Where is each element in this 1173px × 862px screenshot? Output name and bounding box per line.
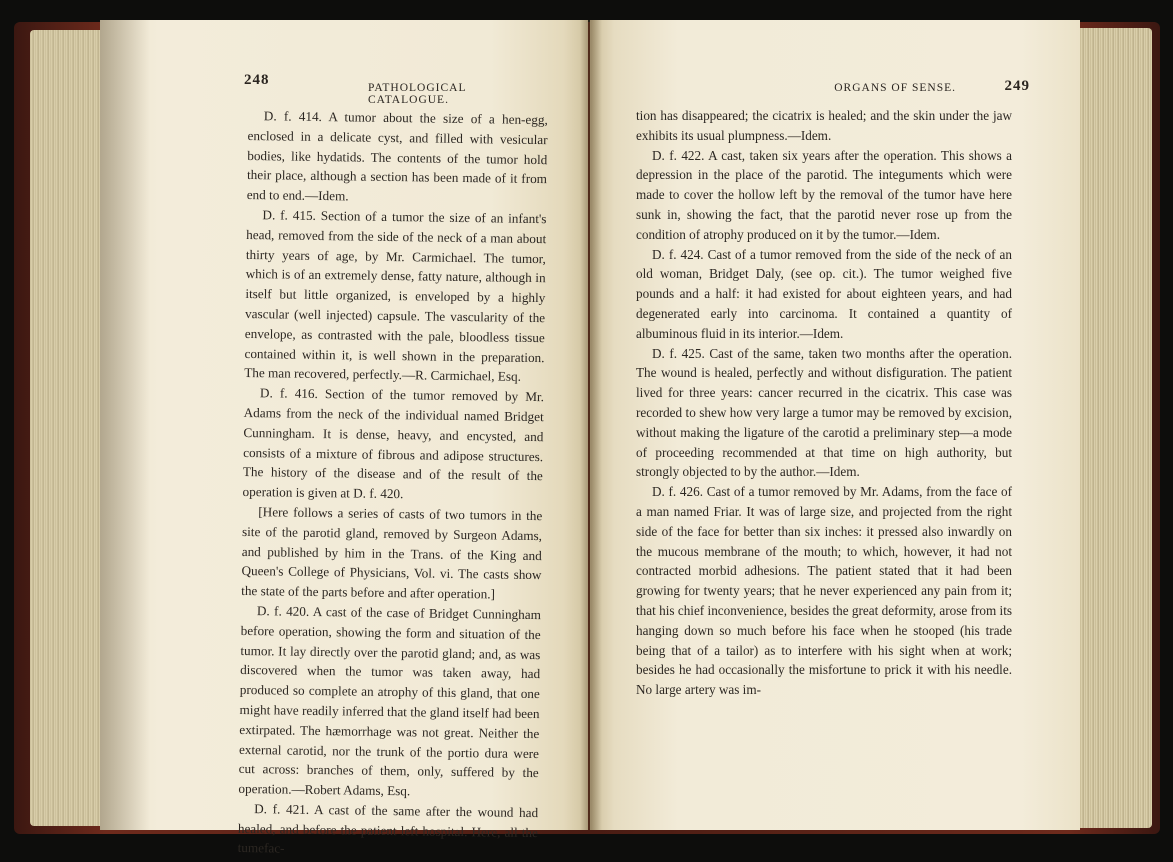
paragraph: [Here follows a series of casts of two tumors in the site of the parotid gland, removed by Surgeon Adams, and published by him in the Trans. of the King and Queen's College of Physicians, Vol. vi. The casts show the state of the parts before and after operation.] [241,504,543,602]
paragraph: D. f. 425. Cast of the same, taken two months after the operation. The wound is healed, perfectly and without disfiguration. The patient lived for three years: cancer recurred in the cicatrix. This case was recorded to shew how very large a tumor may be removed by excision, without making the ligature of the carotid a preliminary step—a mode of proceeding recommended at that time on high authority, but strongly objected to by the author.—Idem. [636,345,1012,480]
paragraph: D. f. 426. Cast of a tumor removed by Mr. Adams, from the face of a man named Friar. It was of large size, and projected from the right side of the face for better than six inches: it pressed also inwardly on the mucous membrane of the mouth; to which, however, it had not contracted morbid adhesions. The patient stated that it had been growing for twenty years; that he never experienced any pain from it; that his chief inconvenience, besides the great deformity, arose from its hanging down so much before his face when he stooped (his trade being that of a tailor) as to interfere with his sight when at work; besides he had occasionally the misfortune to prick it with his needle. No large artery was im- [636,484,1012,698]
left-page-header [244,72,548,106]
right-page-header [636,78,1030,102]
right-page-body [636,106,1012,700]
paragraph: D. f. 414. A tumor about the size of a hen-egg, enclosed in a delicate cyst, and filled with vesicular bodies, like hydatids. The contents of the tumor hold their place, although a section has been made of it from end to end.—Idem. [246,108,548,204]
page-edges-left [30,30,100,826]
running-head: PATHOLOGICAL CATALOGUE. [368,82,467,106]
paragraph: D. f. 421. A cast of the same after the wound had healed, and before the patient left hospital. Here, all the tumefac- [237,801,539,857]
left-page-body [237,106,547,862]
paragraph: D. f. 422. A cast, taken six years after the operation. This shows a depression in the place of the parotid. The integuments which were made to cover the hollow left by the removal of the tumor have here sunk in, showing the fact, that the parotid never rose up from the condition of atrophy produced on it by the tumor.—Idem. [636,147,1012,242]
paragraph: D. f. 424. Cast of a tumor removed from the side of the neck of an old woman, Bridget Daly, (see op. cit.). The tumor weighed five pounds and a half: it had existed for about eighteen years, and had degenerated early into carcinoma. It contained a quantity of albuminous fluid in its interior.—Idem. [636,246,1012,341]
right-page [590,20,1080,830]
page-number: 249 [1004,78,1030,94]
paragraph: tion has disappeared; the cicatrix is healed; and the skin under the jaw exhibits its usual plumpness.—Idem. [636,108,1012,143]
page-edges-right [1080,28,1152,828]
paragraph: D. f. 416. Section of the tumor removed by Mr. Adams from the neck of the individual named Bridget Cunningham. It is dense, heavy, and encysted, and consists of a mixture of fibrous and adipose structures. The history of the disease and of the result of the operation is given at D. f. 420. [242,385,545,502]
page-number: 248 [244,72,270,88]
running-head: ORGANS OF SENSE. [834,82,956,94]
paragraph: D. f. 420. A cast of the case of Bridget Cunningham before operation, showing the form and situation of the tumor. It lay directly over the parotid gland; and, as was discovered when the tumor was taken away, had produced so complete an atrophy of this gland, that one might have readily inferred that the gland itself had been extirpated. The hæmorrhage was not great. Neither the external carotid, nor the trunk of the portio dura were cut across: branches of them, only, suffered by the operation.—Robert Adams, Esq. [238,603,542,799]
paragraph: D. f. 415. Section of a tumor the size of an infant's head, removed from the side of the neck of a man about thirty years of age, by Mr. Carmichael. The tumor, which is of an extremely dense, fatty nature, although in itself but little organized, is enveloped by a highly vascular (well injected) capsule. The vascularity of the envelope, as contrasted with the pale, bloodless tissue contained within it, is well shown in the preparation. The man recovered, perfectly.—R. Carmichael, Esq. [244,207,547,385]
book-gutter [580,20,602,830]
page-curve-shadow [100,20,150,830]
left-page [100,20,588,857]
